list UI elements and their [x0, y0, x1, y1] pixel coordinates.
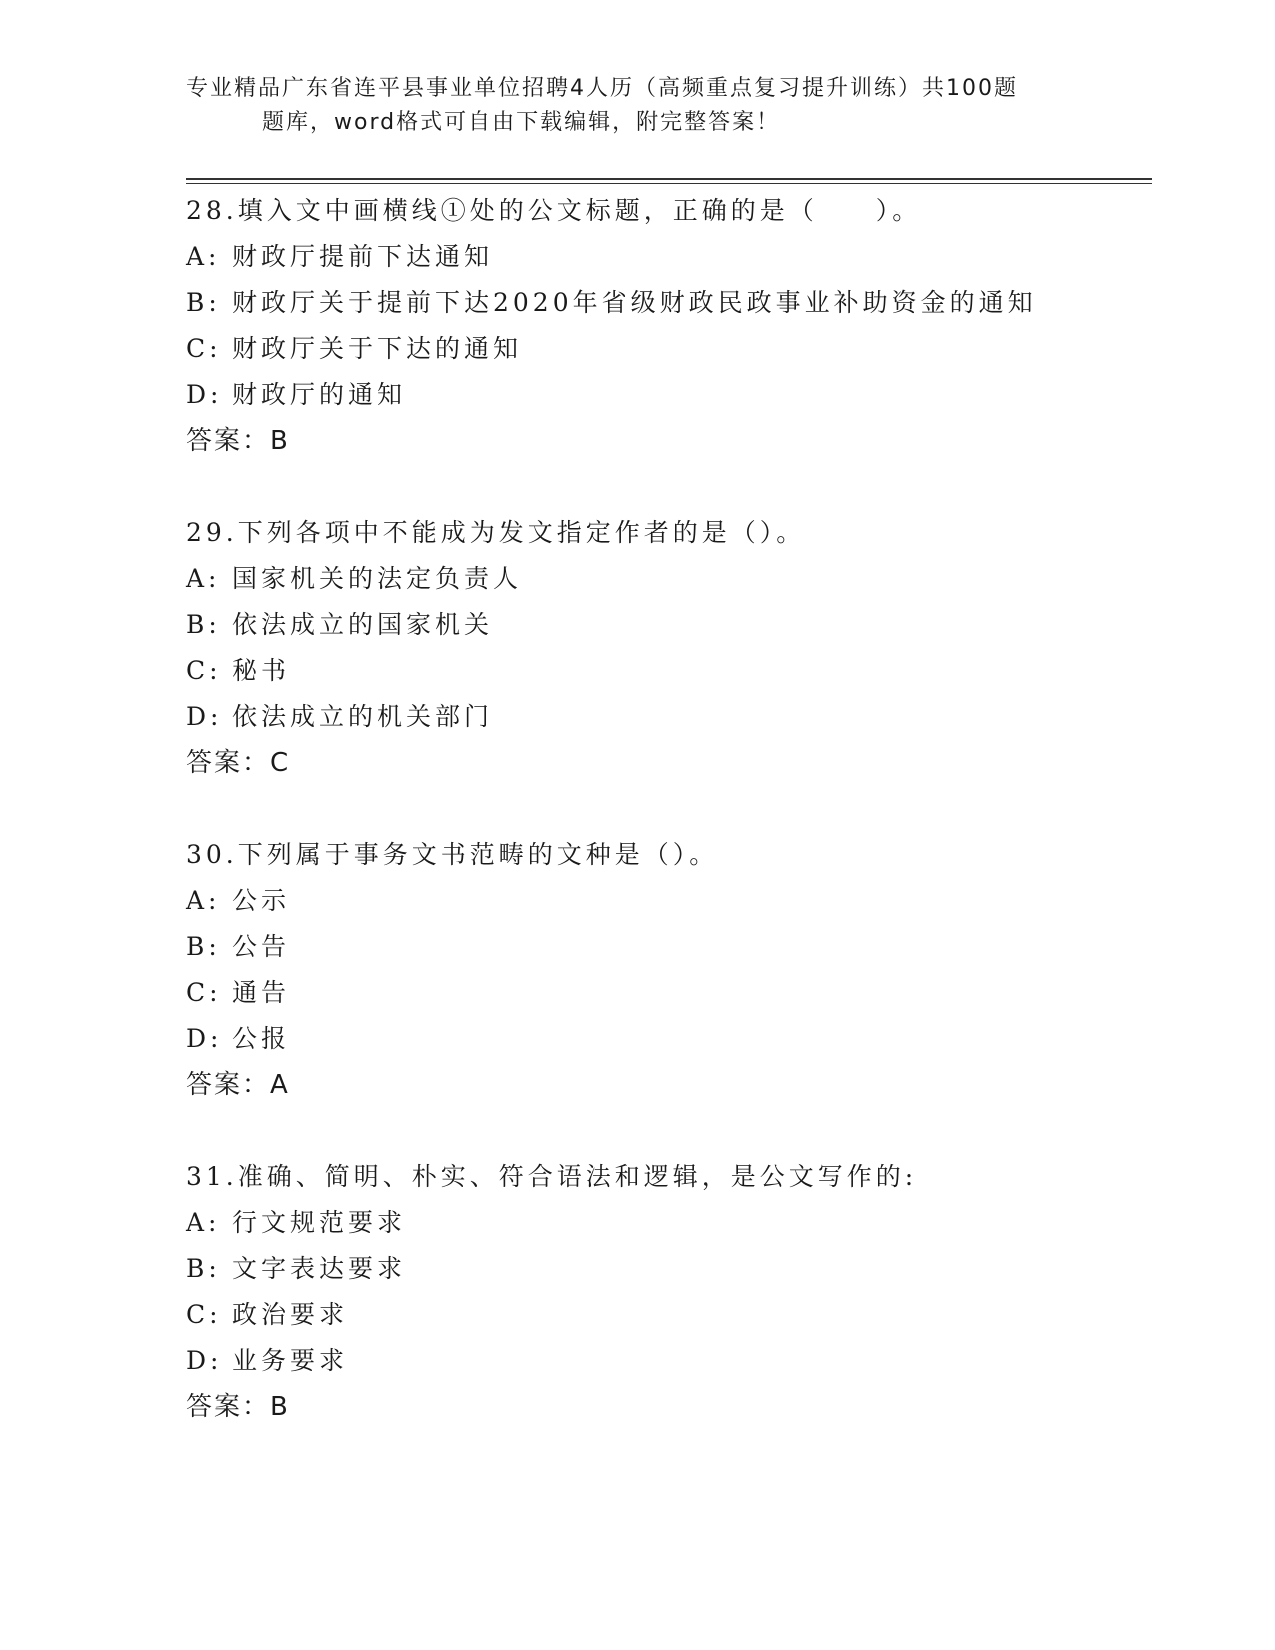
option-text: 依法成立的国家机关: [232, 610, 494, 639]
option-letter: D:: [186, 702, 223, 731]
option-d: [186, 1016, 1146, 1062]
option-text: 行文规范要求: [232, 1208, 407, 1237]
option-letter: C:: [186, 978, 222, 1007]
option-letter: C:: [186, 656, 222, 685]
answer-line: 答案：B: [186, 1392, 290, 1422]
option-text: 财政厅提前下达通知: [232, 242, 494, 271]
question-stem: 28.填入文中画横线①处的公文标题，正确的是（ ）。: [186, 196, 922, 225]
document-header: [186, 72, 1086, 140]
option-letter: D:: [186, 1024, 223, 1053]
option-letter: D:: [186, 380, 223, 409]
option-letter: A:: [186, 886, 221, 915]
option-d: [186, 694, 1146, 740]
option-b: [186, 924, 1146, 970]
header-title-line-2: 题库，word格式可自由下载编辑，附完整答案！: [262, 110, 781, 135]
option-text: 秘书: [232, 656, 291, 685]
header-title-line-1: 专业精品广东省连平县事业单位招聘4人历（高频重点复习提升训练）共100题: [186, 76, 1018, 101]
question-29: [186, 510, 1146, 786]
question-stem: 29.下列各项中不能成为发文指定作者的是（）。: [186, 518, 806, 547]
option-letter: A:: [186, 564, 221, 593]
option-a: [186, 556, 1146, 602]
header-divider-thin: [186, 183, 1152, 184]
option-c: [186, 1292, 1146, 1338]
option-text: 公告: [232, 932, 291, 961]
option-a: [186, 234, 1146, 280]
option-letter: B:: [186, 288, 221, 317]
option-c: [186, 326, 1146, 372]
option-text: 政治要求: [232, 1300, 349, 1329]
option-a: [186, 1200, 1146, 1246]
option-letter: C:: [186, 334, 222, 363]
option-d: [186, 1338, 1146, 1384]
option-letter: A:: [186, 1208, 221, 1237]
option-letter: B:: [186, 932, 221, 961]
option-text: 公示: [232, 886, 291, 915]
answer-line: 答案：C: [186, 748, 291, 778]
option-b: [186, 1246, 1146, 1292]
question-30: [186, 832, 1146, 1108]
option-text: 财政厅关于提前下达2020年省级财政民政事业补助资金的通知: [232, 288, 1037, 317]
option-b: [186, 280, 1146, 326]
option-text: 依法成立的机关部门: [232, 702, 494, 731]
option-c: [186, 648, 1146, 694]
option-text: 通告: [232, 978, 291, 1007]
option-text: 国家机关的法定负责人: [232, 564, 523, 593]
option-text: 文字表达要求: [232, 1254, 407, 1283]
option-text: 财政厅关于下达的通知: [232, 334, 523, 363]
option-text: 公报: [232, 1024, 291, 1053]
option-text: 财政厅的通知: [232, 380, 407, 409]
question-stem: 30.下列属于事务文书范畴的文种是（）。: [186, 840, 719, 869]
question-stem: 31.准确、简明、朴实、符合语法和逻辑，是公文写作的:: [186, 1162, 918, 1191]
question-list: [186, 188, 1146, 1476]
question-31: [186, 1154, 1146, 1430]
answer-line: 答案：A: [186, 1070, 290, 1100]
option-text: 业务要求: [232, 1346, 349, 1375]
option-c: [186, 970, 1146, 1016]
header-divider-thick: [186, 178, 1152, 180]
answer-line: 答案：B: [186, 426, 290, 456]
option-letter: C:: [186, 1300, 222, 1329]
option-letter: B:: [186, 610, 221, 639]
option-letter: D:: [186, 1346, 223, 1375]
option-b: [186, 602, 1146, 648]
question-28: [186, 188, 1146, 464]
option-a: [186, 878, 1146, 924]
option-letter: A:: [186, 242, 221, 271]
option-letter: B:: [186, 1254, 221, 1283]
option-d: [186, 372, 1146, 418]
